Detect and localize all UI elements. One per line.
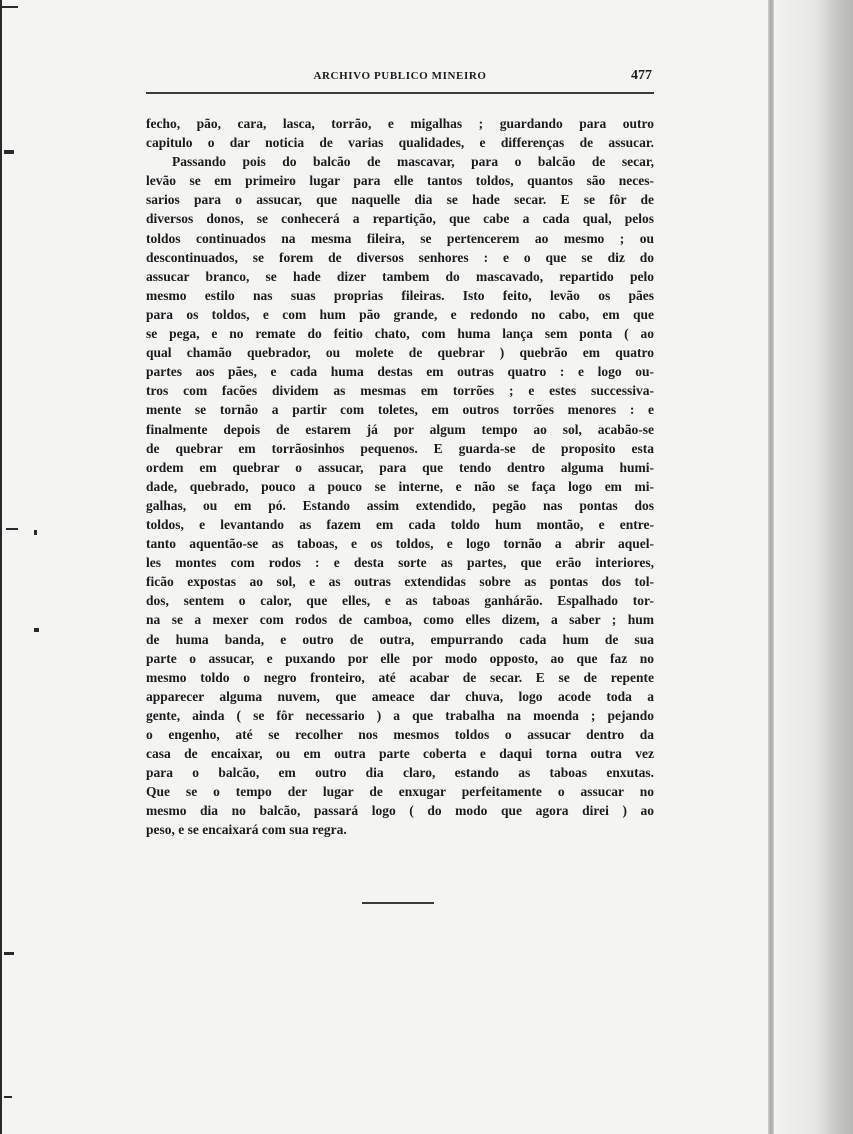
text-line: para o balcão, em outro dia claro, estando as taboas enxutas. — [146, 765, 654, 781]
page-number: 477 — [631, 68, 652, 83]
text-line: de huma banda, e outro de outra, empurrando cada hum de sua — [146, 631, 654, 647]
section-end-rule — [362, 902, 434, 904]
page-right-shadow — [771, 0, 853, 1134]
binding-line — [768, 0, 774, 1134]
text-line: finalmente depois de estarem já por algum tempo ao sol, acabão-se — [146, 421, 654, 437]
margin-mark — [4, 1096, 12, 1098]
text-line: dos, sentem o calor, que elles, e as taboas ganhárão. Espalhado tor- — [146, 593, 654, 609]
margin-mark — [4, 150, 14, 154]
text-line: ordem em quebrar o assucar, para que tendo dentro alguma humi- — [146, 459, 654, 475]
margin-mark — [34, 530, 37, 535]
text-line: mesmo estilo nas suas proprias fileiras. Isto feito, levão os pães — [146, 287, 654, 303]
text-line: descontinuados, se forem de diversos senhores : e o que se diz do — [146, 249, 654, 265]
text-line: gente, ainda ( se fôr necessario ) a que trabalha na moenda ; pejando — [146, 707, 654, 723]
text-line: tros com facões dividem as mesmas em torrões ; e estes successiva- — [146, 383, 654, 399]
margin-mark — [6, 528, 18, 530]
text-line: se pega, e no remate do feitio chato, com huma lança sem ponta ( ao — [146, 326, 654, 342]
text-line: partes aos pães, e cada huma destas em outras quatro : e logo ou- — [146, 364, 654, 380]
margin-mark — [2, 6, 18, 8]
margin-mark — [4, 952, 14, 955]
text-line: toldos, e levantando as fazem em cada toldo hum montão, e entre- — [146, 516, 654, 532]
text-line: fecho, pão, cara, lasca, torrão, e migalhas ; guardando para outro — [146, 116, 654, 131]
text-line: toldos continuados na mesma fileira, se pertencerem ao mesmo ; ou — [146, 230, 654, 246]
text-line: capitulo o dar noticia de varias qualidades, e differenças de assucar. — [146, 135, 654, 151]
text-line: mente se tornão a partir com toletes, em outros torrões menores : e — [146, 402, 654, 418]
running-header — [146, 68, 654, 90]
header-title: ARCHIVO PUBLICO MINEIRO — [313, 70, 487, 82]
page-left-edge — [0, 0, 2, 1134]
text-line: casa de encaixar, ou em outra parte coberta e daqui torna outra vez — [146, 746, 654, 762]
text-line: parte o assucar, e puxando por elle por modo opposto, ao que faz no — [146, 650, 654, 666]
text-line: galhas, ou em pó. Estando assim extendido, pegão nas pontas dos — [146, 497, 654, 513]
text-line: apparecer alguma nuvem, que ameace dar chuva, logo acode toda a — [146, 688, 654, 704]
text-line: ficão expostas ao sol, e as outras extendidas sobre as pontas dos tol- — [146, 574, 654, 590]
text-line: o engenho, até se recolher nos mesmos toldos o assucar dentro da — [146, 727, 654, 742]
body-text — [146, 114, 654, 840]
text-line: mesmo toldo o negro fronteiro, até acabar de secar. E se de repente — [146, 669, 654, 685]
text-line: les montes com rodos : e desta sorte as partes, que erão interiores, — [146, 555, 654, 571]
text-line: Passando pois do balcão de mascavar, para o balcão de secar, — [172, 154, 654, 170]
text-line: para os toldos, e com hum pão grande, e redondo no cabo, em que — [146, 306, 654, 322]
text-line: Que se o tempo der lugar de enxugar perfeitamente o assucar no — [146, 784, 654, 800]
margin-mark — [34, 628, 39, 632]
header-rule — [146, 92, 654, 94]
text-line: qual chamão quebrador, ou molete de quebrar ) quebrão em quatro — [146, 345, 654, 361]
text-line: mesmo dia no balcão, passará logo ( do modo que agora direi ) ao — [146, 803, 654, 819]
text-line: diversos donos, se conhecerá a repartição, que cabe a cada qual, pelos — [146, 211, 654, 227]
text-line: de quebrar em torrãosinhos pequenos. E guarda-se de proposito esta — [146, 440, 654, 456]
text-line: peso, e se encaixará com sua regra. — [146, 822, 347, 838]
text-line: sarios para o assucar, que naquelle dia se hade secar. E se fôr de — [146, 192, 654, 208]
text-line: assucar branco, se hade dizer tambem do mascavado, repartido pelo — [146, 268, 654, 284]
text-line: dade, quebrado, pouco a pouco se interne, e não se faça logo em mi- — [146, 478, 654, 494]
text-line: levão se em primeiro lugar para elle tantos toldos, quantos são neces- — [146, 173, 654, 189]
text-line: na se a mexer com rodos de camboa, como elles dizem, a saber ; hum — [146, 612, 654, 628]
text-line: tanto aquentão-se as taboas, e os toldos, e logo tornão a abrir aquel- — [146, 536, 654, 552]
